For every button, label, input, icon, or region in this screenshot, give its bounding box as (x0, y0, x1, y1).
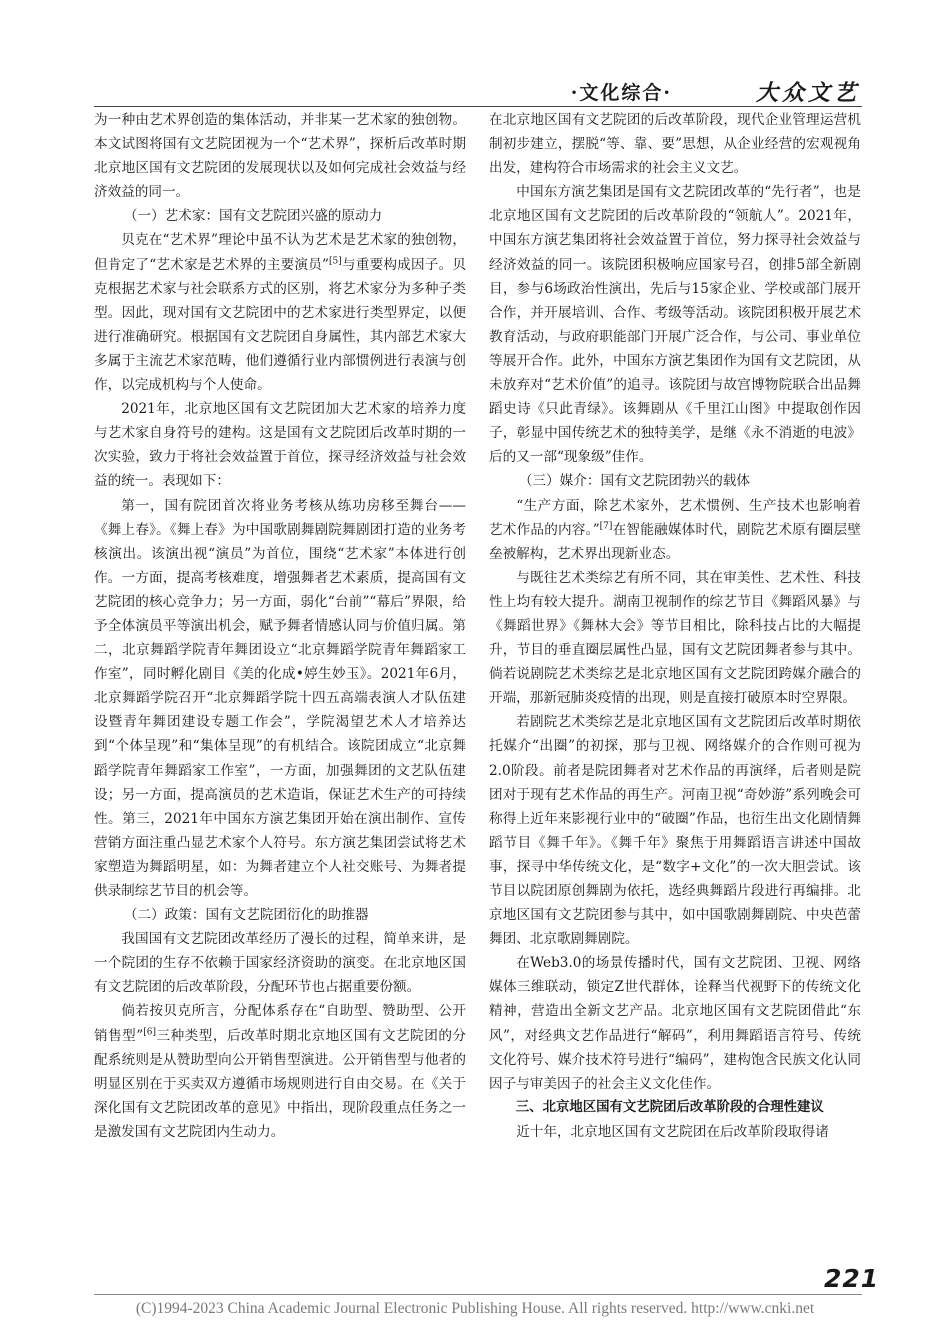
copyright-footer: (C)1994-2023 China Academic Journal Electronic Publishing House. All rights reserved. http://www.cnki.net (135, 1300, 815, 1317)
paragraph: 中国东方演艺集团是国有文艺院团改革的“先行者”，也是北京地区国有文艺院团的后改革阶段的“领航人”。2021年，中国东方演艺集团将社会效益置于首位，努力探寻社会效益与经济效益的同一。该院团积极响应国家号召，创排5部全新剧目，参与6场政治性演出，先后与15家企业、学校或部门展开合作，并开展培训、合作、考级等活动。该院团积极开展艺术教育活动，与政府职能部门开展广泛合作，与公司、事业单位等展开合作。此外，中国东方演艺集团作为国有文艺院团，从未放弃对“艺术价值”的追寻。该院团与故宫博物院联合出品舞蹈史诗《只此青绿》。该舞剧从《千里江山图》中提取创作因子，彰显中国传统艺术的独特美学，是继《永不消逝的电波》后的又一部“现象级”佳作。 (489, 184, 861, 466)
paragraph: 2021年，北京地区国有文艺院团加大艺术家的培养力度与艺术家自身符号的建构。这是国有文艺院团后改革时期的一次实验，致力于将社会效益置于首位，探寻经济效益与社会效益的统一。表现如下： (94, 401, 466, 490)
journal-title: 大众文艺 (755, 80, 860, 106)
paragraph: “生产方面，除艺术家外，艺术惯例、生产技术也影响着艺术作品的内容。”[7]在智能融媒体时代，剧院艺术原有圈层壁垒被解构，艺术界出现新业态。 (489, 497, 861, 562)
citation-ref: [5] (329, 256, 342, 267)
paragraph: 若剧院艺术类综艺是北京地区国有文艺院团后改革时期依托媒介“出圈”的初探，那与卫视、网络媒介的合作则可视为2.0阶段。前者是院团舞者对艺术作品的再演绎，后者则是院团对于现有艺术作品的再生产。河南卫视“奇妙游”系列晚会可称得上近年来影视行业中的“破圈”作品，也衍生出文化剧情舞蹈节目《舞千年》。《舞千年》聚焦于用舞蹈语言讲述中国故事，探寻中华传统文化，是“数字+文化”的一次大胆尝试。该节目以院团原创舞剧为依托，选经典舞蹈片段进行再编排。北京地区国有文艺院团参与其中，如中国歌剧舞剧院、中央芭蕾舞团、北京歌剧舞剧院。 (489, 714, 861, 948)
paragraph: 近十年，北京地区国有文艺院团在后改革阶段取得诸 (516, 1123, 829, 1140)
running-header (94, 76, 862, 104)
page-number: 221 (824, 1264, 880, 1293)
left-column (94, 108, 466, 1228)
subheading-artist: （一）艺术家：国有文艺院团兴盛的原动力 (123, 208, 383, 225)
section-label: ·文化综合· (570, 82, 672, 104)
right-column (489, 108, 861, 1228)
paragraph: 倘若按贝克所言，分配体系存在“自助型、赞助型、公开销售型”[6]三种类型，后改革时期北京地区国有文艺院团的分配系统则是从赞助型向公开销售型演进。公开销售型与他者的明显区别在于买卖双方遵循市场规则进行自由交易。在《关于深化国有文艺院团改革的意见》中指出，现阶段重点任务之一是激发国有文艺院团内生动力。 (94, 1003, 466, 1140)
subheading-policy: （二）政策：国有文艺院团衍化的助推器 (123, 907, 369, 924)
section-heading-suggestions: 三、北京地区国有文艺院团后改革阶段的合理性建议 (515, 1099, 824, 1115)
citation-ref: [6] (143, 1027, 156, 1038)
citation-ref: [7] (599, 521, 613, 532)
footer-rule (94, 1294, 862, 1295)
header-rule (94, 106, 862, 107)
paragraph: 在北京地区国有文艺院团的后改革阶段，现代企业管理运营机制初步建立，摆脱“等、靠、要”思想，从企业经营的宏观视角出发，建构符合市场需求的社会主义文艺。 (489, 112, 861, 177)
paragraph: 第一，国有院团首次将业务考核从练功房移至舞台——《舞上春》。《舞上春》为中国歌剧舞剧院舞剧团打造的业务考核演出。该演出视“演员”为首位，围绕“艺术家”本体进行创作。一方面，提高考核难度，增强舞者艺术素质，提高国有文艺院团的核心竞争力；另一方面，弱化“台前”“幕后”界限，给予全体演员平等演出机会，赋予舞者情感认同与价值归属。第二，北京舞蹈学院青年舞团设立“北京舞蹈学院青年舞蹈家工作室”，同时孵化剧目《美的化成•婷生妙玉》。2021年6月，北京舞蹈学院召开“北京舞蹈学院十四五高端表演人才队伍建设暨青年舞团建设专题工作会”，学院渴望艺术人才培养达到“个体呈现”和“集体呈现”的有机结合。该院团成立“北京舞蹈学院青年舞蹈家工作室”，一方面，加强舞团的文艺队伍建设；另一方面，提高演员的艺术造诣，保证艺术生产的可持续性。第三，2021年中国东方演艺集团开始在演出制作、宣传营销方面注重凸显艺术家个人符号。东方演艺集团尝试将艺术家塑造为舞蹈明星，如：为舞者建立个人社交账号、为舞者提供录制综艺节目的机会等。 (94, 497, 466, 899)
paragraph: 在Web3.0的场景传播时代，国有文艺院团、卫视、网络媒体三维联动，锁定Z世代群体，诠释当代视野下的传统文化精神，营造出全新文艺产品。北京地区国有文艺院团借此“东风”，对经典文艺作品进行“解码”，利用舞蹈语言符号、传统文化符号、媒介技术符号进行“编码”，建构饱含民族文化认同因子与审美因子的社会主义文化佳作。 (489, 955, 861, 1092)
paragraph: 我国国有文艺院团改革经历了漫长的过程，简单来讲，是一个院团的生存不依赖于国家经济资助的演变。在北京地区国有文艺院团的后改革阶段，分配环节也占据重要份额。 (94, 931, 466, 996)
paragraph: 为一种由艺术界创造的集体活动，并非某一艺术家的独创物。本文试图将国有文艺院团视为一个“艺术界”，探析后改革时期北京地区国有文艺院团的发展现状以及如何完成社会效益与经济效益的同一。 (94, 112, 466, 201)
paragraph: 与既往艺术类综艺有所不同，其在审美性、艺术性、科技性上均有较大提升。湖南卫视制作的综艺节目《舞蹈风暴》与《舞蹈世界》《舞林大会》等节目相比，除科技占比的大幅提升，节目的垂直圈层属性凸显，国有文艺院团舞者参与其中。倘若说剧院艺术类综艺是北京地区国有文艺院团跨媒介融合的开端，那新冠肺炎疫情的出现，则是直接打破原本时空界限。 (489, 569, 861, 707)
subheading-media: （三）媒介：国有文艺院团勃兴的载体 (518, 473, 750, 490)
paragraph: 贝克在“艺术界”理论中虽不认为艺术是艺术家的独创物，但肯定了“艺术家是艺术界的主要演员”[5]与重要构成因子。贝克根据艺术家与社会联系方式的区别，将艺术家分为多种子类型。因此，现对国有文艺院团中的艺术家进行类型界定，以便进行准确研究。根据国有文艺院团自身属性，其内部艺术家大多属于主流艺术家范畴，他们遵循行业内部惯例进行表演与创作，以完成机构与个人使命。 (94, 232, 466, 394)
